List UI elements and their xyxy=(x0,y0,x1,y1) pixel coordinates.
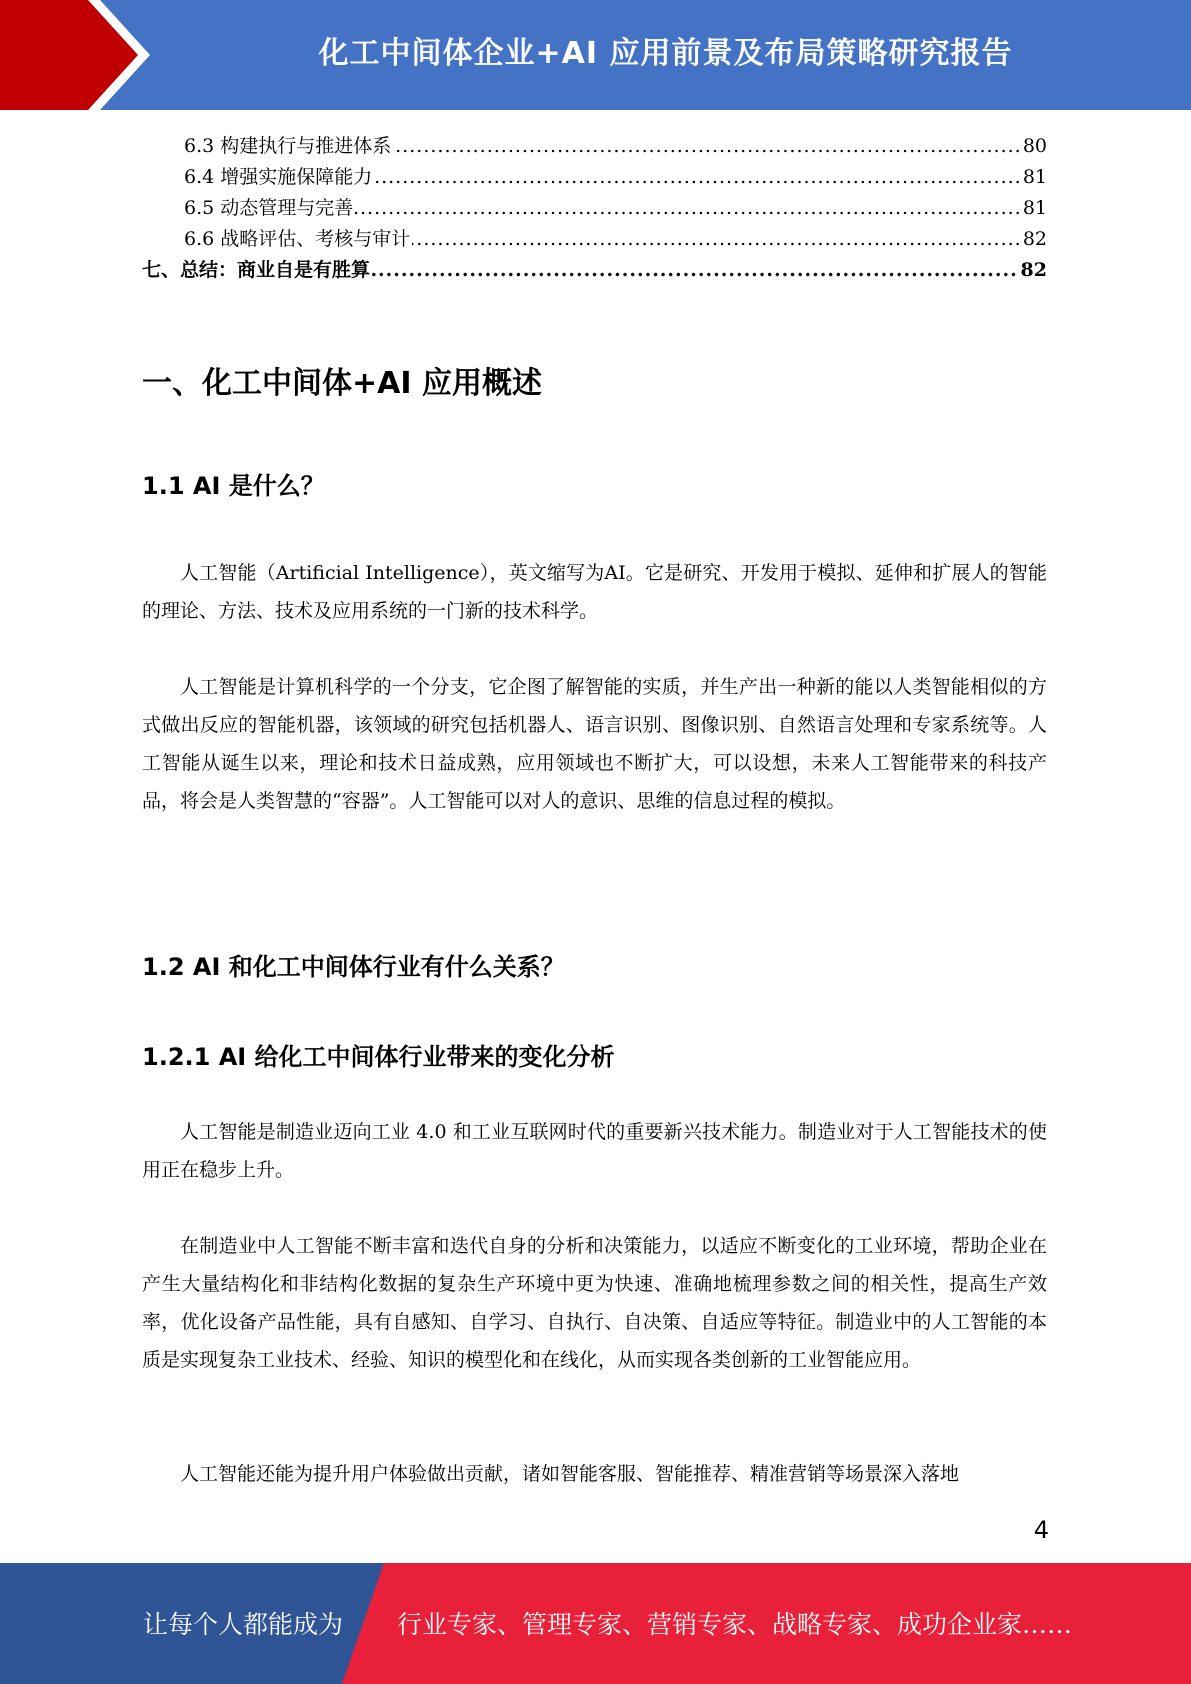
page-header xyxy=(0,0,1191,110)
page-footer xyxy=(0,1563,1191,1684)
toc-entry-label: 6.4 增强实施保障能力 xyxy=(184,166,373,188)
footer-slogan-left: 让每个人都能成为 xyxy=(143,1610,344,1639)
section-heading: 1.1 AI 是什么？ xyxy=(142,472,325,500)
page-number: 4 xyxy=(1033,1516,1049,1544)
body-paragraph: 人工智能还能为提升用户体验做出贡献，诸如智能客服、智能推荐、精准营销等场景深入落地 xyxy=(180,1463,960,1485)
toc-entry-label: 6.3 构建执行与推进体系 xyxy=(184,135,392,157)
toc-entry[interactable] xyxy=(142,255,1047,286)
toc-entry-page: 81 xyxy=(1021,162,1047,193)
toc-entry[interactable] xyxy=(184,131,1047,162)
toc-entry-page: 82 xyxy=(1021,224,1047,255)
body-paragraph: 人工智能是计算机科学的一个分支，它企图了解智能的实质，并生产出一种新的能以人类智能相似的方式做出反应的智能机器，该领域的研究包括机器人、语言识别、图像识别、自然语言处理和专家系统等。人工智能从诞生以来，理论和技术日益成熟，应用领域也不断扩大，可以设想，未来人工智能带来的科技产品，将会是人类智慧的“容器”。人工智能可以对人的意识、思维的信息过程的模拟。 xyxy=(142,676,1047,812)
chapter-heading: 一、化工中间体+AI 应用概述 xyxy=(142,366,542,401)
toc-entry-label: 6.5 动态管理与完善 xyxy=(184,197,354,219)
body-paragraph: 人工智能（Artificial Intelligence），英文缩写为AI。它是研究、开发用于模拟、延伸和扩展人的智能的理论、方法、技术及应用系统的一门新的技术科学。 xyxy=(142,562,1047,622)
toc-entry-page: 80 xyxy=(1021,131,1047,162)
toc-entry[interactable] xyxy=(184,193,1047,224)
table-of-contents xyxy=(142,131,1047,286)
toc-entry[interactable] xyxy=(184,224,1047,255)
subsection-heading: 1.2.1 AI 给化工中间体行业带来的变化分析 xyxy=(142,1043,615,1071)
toc-entry-page: 82 xyxy=(1019,255,1047,286)
body-paragraph: 在制造业中人工智能不断丰富和迭代自身的分析和决策能力，以适应不断变化的工业环境，帮助企业在产生大量结构化和非结构化数据的复杂生产环境中更为快速、准确地梳理参数之间的相关性，提高生产效率，优化设备产品性能，具有自感知、自学习、自执行、自决策、自适应等特征。制造业中的人工智能的本质是实现复杂工业技术、经验、知识的模型化和在线化，从而实现各类创新的工业智能应用。 xyxy=(142,1235,1047,1371)
body-paragraph: 人工智能是制造业迈向工业 4.0 和工业互联网时代的重要新兴技术能力。制造业对于人工智能技术的使用正在稳步上升。 xyxy=(142,1121,1047,1181)
footer-slogan-right: 行业专家、管理专家、营销专家、战略专家、成功企业家…… xyxy=(397,1610,1073,1639)
toc-entry-label: 七、总结：商业自是有胜算 xyxy=(142,259,371,281)
toc-entry-label: 6.6 战略评估、考核与审计 xyxy=(184,228,411,250)
report-title: 化工中间体企业+AI 应用前景及布局策略研究报告 xyxy=(318,36,1013,71)
section-heading: 1.2 AI 和化工中间体行业有什么关系？ xyxy=(142,953,565,981)
header-arrow-icon xyxy=(0,0,160,110)
toc-entry-page: 81 xyxy=(1021,193,1047,224)
toc-entry[interactable] xyxy=(184,162,1047,193)
